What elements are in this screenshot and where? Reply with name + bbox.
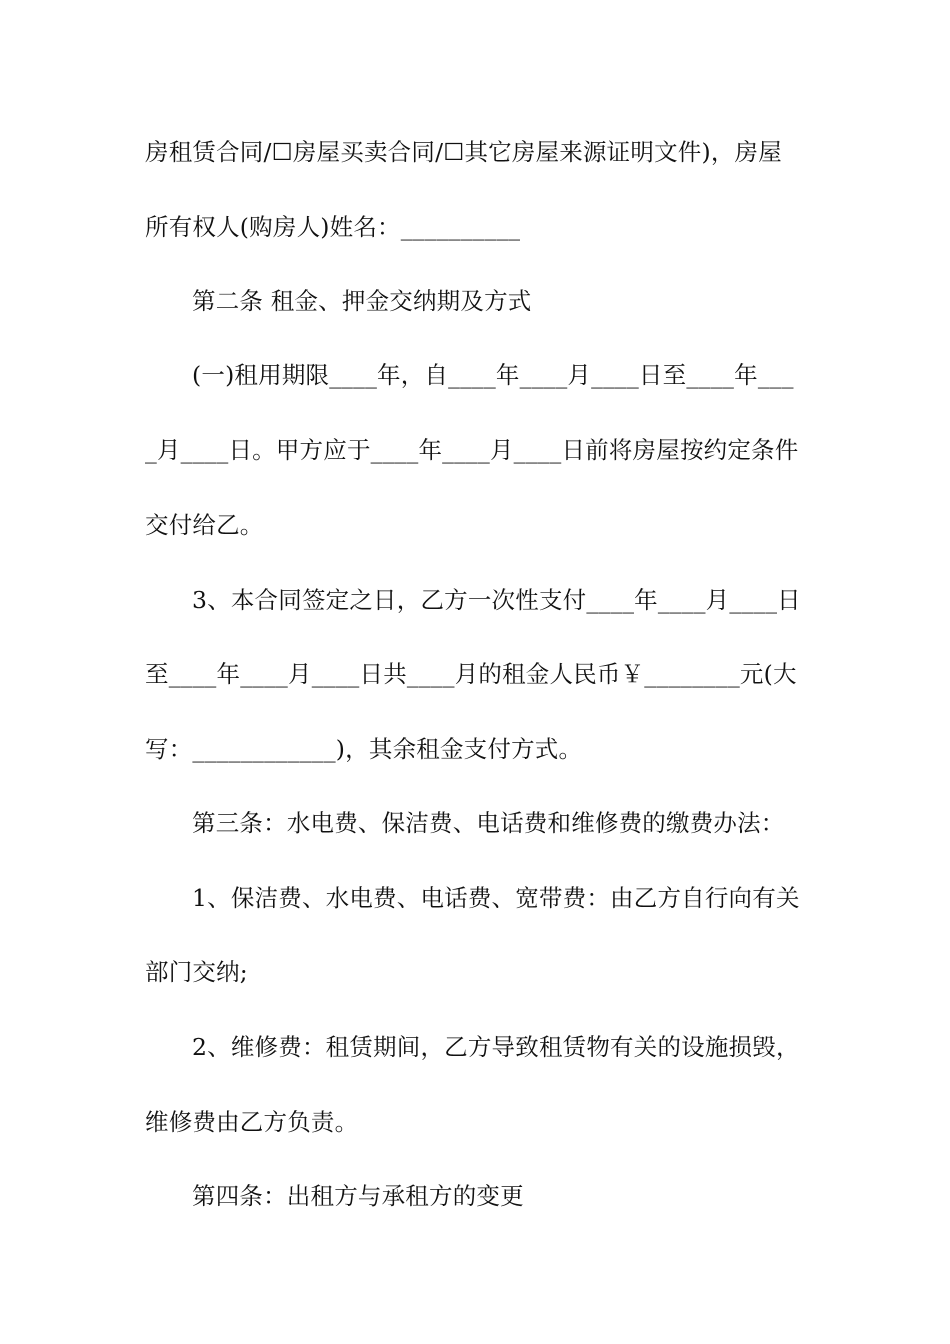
text-line-4: (一)租用期限____年，自____年____月____日至____年___ bbox=[192, 361, 794, 389]
text-line-9: 写：____________)，其余租金支付方式。 bbox=[145, 735, 583, 763]
text-line-6: 交付给乙。 bbox=[145, 511, 264, 539]
text-line-8: 至____年____月____日共____月的租金人民币￥________元(大 bbox=[145, 660, 797, 688]
section-heading-4: 第四条：出租方与承租方的变更 bbox=[192, 1182, 524, 1210]
text-line-1: 房租赁合同/☐房屋买卖合同/☐其它房屋来源证明文件)，房屋 bbox=[145, 138, 782, 166]
text-line-14: 维修费由乙方负责。 bbox=[145, 1108, 359, 1136]
text-line-7: 3、本合同签定之日，乙方一次性支付____年____月____日 bbox=[192, 586, 801, 614]
text-line-2: 所有权人(购房人)姓名：__________ bbox=[145, 213, 521, 241]
text-line-11: 1、保洁费、水电费、电话费、宽带费：由乙方自行向有关 bbox=[192, 884, 800, 912]
text-line-13: 2、维修费：租赁期间，乙方导致租赁物有关的设施损毁， bbox=[192, 1033, 800, 1061]
text-line-12: 部门交纳; bbox=[145, 958, 248, 986]
section-heading-3: 第三条：水电费、保洁费、电话费和维修费的缴费办法： bbox=[192, 809, 785, 837]
text-line-5: _月____日。甲方应于____年____月____日前将房屋按约定条件 bbox=[145, 436, 799, 464]
section-heading-2: 第二条 租金、押金交纳期及方式 bbox=[192, 287, 532, 315]
